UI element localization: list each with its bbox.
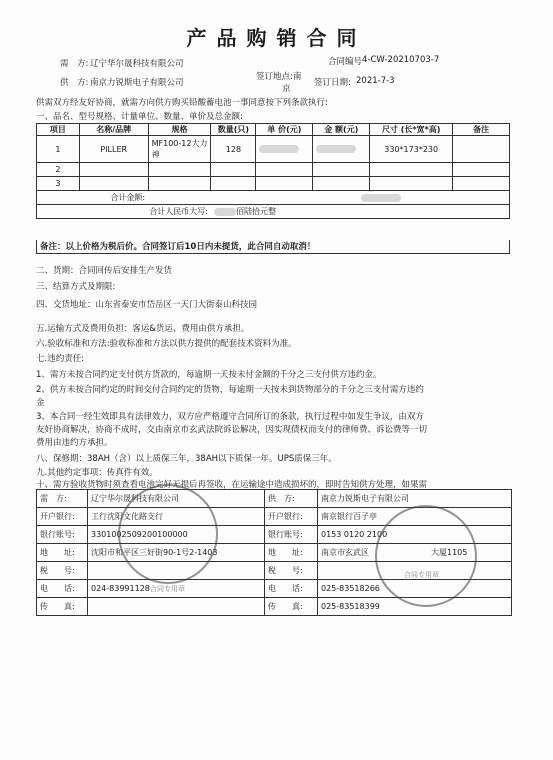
col-header: 数量(只) [211, 124, 256, 136]
clause-7-3a: 3、本合同一经生效即具有法律效力，双方应严格遵守合同所订的条款，执行过程中如发生争议，由双方 [36, 412, 424, 422]
clause-4: 四、交货地址：山东省泰安市岱岳区一天门大街泰山科技园 [36, 300, 258, 310]
buyer-tel: 024-83991128 [88, 580, 265, 598]
clause-7-2b: 金 [36, 398, 45, 408]
section-1-heading: 一、品名、型号规格、计量单位、数量、单价及总金额: [36, 112, 243, 122]
sign-place-label: 签订地点:南 [256, 72, 302, 82]
col-header: 名称/品牌 [79, 124, 148, 136]
table-row [37, 163, 510, 177]
buyer-addr: 沈阳市和平区三好街90-1号2-1403 [88, 544, 265, 562]
clause-8: 八、保修期：38AH（含）以上质保三年，38AH以下质保一年。UPS质保三年。 [36, 454, 337, 464]
buyer-label: 需 方: [37, 490, 88, 508]
cell-qty [211, 163, 256, 177]
cell-spec: MF100-12大力神 [148, 136, 211, 163]
tax-label: 税 号: [265, 562, 318, 580]
cell-name [79, 163, 148, 177]
redacted-price [259, 145, 299, 153]
buyer-label: 需 方: [60, 59, 89, 69]
seller-addr: 南京市玄武区 [321, 548, 369, 557]
buyer-name: 辽宁华尔晟科技有限公司 [88, 490, 265, 508]
seller-name: 南京力锐斯电子有限公司 [90, 78, 184, 88]
contract-no: 4-CW-20210703-7 [362, 55, 440, 65]
fax-label: 传 真: [265, 598, 318, 616]
cell-spec [148, 177, 211, 191]
seller-fax: 025-83518399 [318, 598, 512, 616]
buyer-bank: 工行沈阳文化路支行 [88, 508, 265, 526]
tax-label: 税 号: [37, 562, 88, 580]
col-header: 规格 [148, 124, 211, 136]
seller-addr-tail: 大厦1105 [431, 548, 468, 557]
cell-amount [313, 177, 370, 191]
bank-label: 开户银行: [265, 508, 318, 526]
page-title: 产品购销合同 [186, 26, 367, 50]
party-row [37, 490, 512, 508]
clause-3: 三、结算方式及期限: [36, 282, 116, 292]
table-row [37, 177, 510, 191]
cell-name [79, 177, 148, 191]
seller-name: 南京力锐斯电子有限公司 [318, 490, 512, 508]
total-value [148, 191, 509, 205]
cell-no: 2 [37, 163, 80, 177]
cell-size [370, 177, 453, 191]
cell-qty [211, 177, 256, 191]
intro-text: 供需双方经友好协商，就需方向供方购买铅酸蓄电池一事同意按下列条款执行: [36, 98, 328, 108]
clause-7-1: 1、需方未按合同约定支付供方货款的，每逾期一天按未付金额的千分之三支付供方违约金。 [36, 370, 382, 380]
tel-label: 电 话: [265, 580, 318, 598]
cell-name: PILLER [79, 136, 148, 163]
redacted-total [361, 194, 401, 202]
seller-seal-text: 合同专用章 [404, 571, 439, 579]
total-row [37, 191, 510, 205]
price-note: 备注：以上价格为税后价。合同签订后10日内未提货，此合同自动取消！ [36, 240, 510, 254]
clause-7: 七.违约责任: [36, 354, 85, 364]
tel-label: 电 话: [37, 580, 88, 598]
cell-amount [313, 136, 370, 163]
cell-no: 1 [37, 136, 80, 163]
contract-no-label: 合同编号 [328, 57, 363, 67]
col-header: 项目 [37, 124, 80, 136]
seller-acct: 0153 0120 2100 [318, 526, 512, 544]
redacted-rmb [214, 208, 236, 216]
seller-seal [375, 505, 477, 607]
rmb-value: 佰陆拾元整 [235, 207, 276, 216]
buyer-name: 辽宁华尔晟科技有限公司 [90, 59, 184, 69]
redacted-amount [316, 145, 356, 153]
cell-amount [313, 163, 370, 177]
cell-price [256, 136, 313, 163]
goods-header-row [37, 124, 510, 136]
clause-9: 九.其他约定事项：传真件有效。 [36, 468, 158, 478]
bank-label: 开户银行: [37, 508, 88, 526]
cell-remark [453, 136, 510, 163]
sign-date-label: 签订日期: [314, 78, 351, 88]
col-header: 金 额(元) [313, 124, 370, 136]
clause-5: 五.运输方式及费用负担：客运&货运、费用由供方承担。 [36, 324, 250, 334]
rmb-row [37, 205, 510, 219]
cell-no: 3 [37, 177, 80, 191]
clause-10: 十、需方验收货物时须查看电池完好无损后再签收，在运输途中造成损坏的，即时告知供方处理，如果需 [36, 480, 428, 490]
col-header: 尺寸 (长*宽*高) [370, 124, 453, 136]
acct-label: 银行账号: [265, 526, 318, 544]
acct-label: 银行账号: [37, 526, 88, 544]
addr-label: 地 址: [37, 544, 88, 562]
cell-remark [453, 163, 510, 177]
clause-6: 六.验收标准和方法:验收标准和方法以供方提供的配套技术资料为准。 [36, 339, 297, 349]
fax-label: 传 真: [37, 598, 88, 616]
cell-spec [148, 163, 211, 177]
cell-price [256, 177, 313, 191]
clause-7-3c: 费用由违约方承担。 [36, 438, 113, 448]
addr-label: 地 址: [265, 544, 318, 562]
seller-bank: 南京银行百子亭 [318, 508, 512, 526]
buyer-acct: 3301002509200100000 [88, 526, 265, 544]
seller-tel: 025-83518266 [318, 580, 512, 598]
seller-label: 供 方: [60, 78, 89, 88]
total-label: 合计金额: [37, 191, 149, 205]
seller-label: 供 方: [265, 490, 318, 508]
clause-7-3b: 友好协商解决，协商不成时，交由南京市玄武法院诉讼解决，因实现债权而支付的律师费、诉讼费等一切 [36, 425, 428, 435]
sign-date: 2021-7-3 [356, 76, 395, 86]
sign-place-line2: 京 [282, 84, 291, 94]
col-header: 单 价(元) [256, 124, 313, 136]
cell-qty: 128 [211, 136, 256, 163]
buyer-seal [118, 484, 218, 584]
clause-7-2a: 2、供方未按合同约定的时间交付合同约定的货物，每逾期一天按未到货物部分的千分之三支付需方违约 [36, 385, 424, 395]
clause-2: 二、货期：合同回传后安排生产发货 [36, 266, 173, 276]
rmb-label: 合计人民币大写: [37, 205, 211, 219]
cell-remark [453, 177, 510, 191]
cell-size [370, 163, 453, 177]
buyer-seal-text: 合同专用章 [150, 585, 185, 593]
col-header: 备注 [453, 124, 510, 136]
goods-table [36, 123, 510, 219]
cell-price [256, 163, 313, 177]
table-row [37, 136, 510, 163]
buyer-fax [88, 598, 265, 616]
cell-size: 330*173*230 [370, 136, 453, 163]
rmb-cell [211, 205, 510, 219]
